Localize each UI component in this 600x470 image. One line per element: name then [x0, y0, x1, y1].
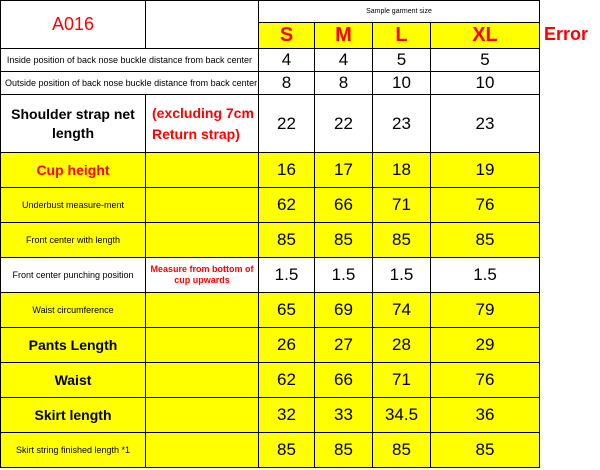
table-row: [1, 72, 540, 95]
row-label: Front center punching position: [1, 258, 146, 293]
value-cell: 71: [373, 363, 431, 398]
value-cell: 1.5: [315, 258, 373, 293]
value-cell: 32: [259, 398, 315, 433]
table-row: [1, 328, 540, 363]
row-note: [146, 188, 259, 223]
value-cell: 10: [373, 72, 431, 95]
row-label: Outside position of back nose buckle distance from back center: [1, 72, 259, 95]
value-cell: 74: [373, 293, 431, 328]
row-note: (excluding 7cm Return strap): [146, 95, 259, 153]
value-cell: 22: [259, 95, 315, 153]
row-note: [146, 223, 259, 258]
value-cell: 69: [315, 293, 373, 328]
value-cell: 22: [315, 95, 373, 153]
value-cell: 85: [431, 433, 540, 468]
value-cell: 4: [259, 49, 315, 72]
header-blank: [146, 1, 259, 49]
table-row: [1, 153, 540, 188]
row-label: Shoulder strap net length: [1, 95, 146, 153]
row-note: [146, 433, 259, 468]
value-cell: 76: [431, 188, 540, 223]
value-cell: 85: [373, 223, 431, 258]
value-cell: 1.5: [431, 258, 540, 293]
row-label: Front center with length: [1, 223, 146, 258]
value-cell: 23: [431, 95, 540, 153]
value-cell: 76: [431, 363, 540, 398]
table-row: [1, 293, 540, 328]
row-note: [146, 398, 259, 433]
row-note: [146, 153, 259, 188]
value-cell: 36: [431, 398, 540, 433]
row-note: Measure from bottom of cup upwards: [146, 258, 259, 293]
style-code: A016: [1, 1, 146, 49]
table-row: [1, 363, 540, 398]
value-cell: 5: [431, 49, 540, 72]
value-cell: 79: [431, 293, 540, 328]
value-cell: 8: [259, 72, 315, 95]
value-cell: 33: [315, 398, 373, 433]
table-row: [1, 398, 540, 433]
value-cell: 85: [259, 223, 315, 258]
value-cell: 65: [259, 293, 315, 328]
value-cell: 1.5: [259, 258, 315, 293]
size-m: M: [315, 23, 373, 49]
value-cell: 18: [373, 153, 431, 188]
row-label: Inside position of back nose buckle distance from back center: [1, 49, 259, 72]
error-column-heading: Error: [544, 24, 589, 44]
value-cell: 29: [431, 328, 540, 363]
value-cell: 62: [259, 188, 315, 223]
value-cell: 28: [373, 328, 431, 363]
row-note: [146, 363, 259, 398]
value-cell: 5: [373, 49, 431, 72]
row-note: [146, 328, 259, 363]
value-cell: 23: [373, 95, 431, 153]
value-cell: 19: [431, 153, 540, 188]
row-note: [146, 293, 259, 328]
value-cell: 66: [315, 363, 373, 398]
value-cell: 26: [259, 328, 315, 363]
row-label: Skirt length: [1, 398, 146, 433]
table-row: [1, 95, 540, 153]
row-label: Underbust measure-ment: [1, 188, 146, 223]
sample-size-heading: Sample garment size: [259, 1, 540, 23]
value-cell: 10: [431, 72, 540, 95]
table-row: [1, 188, 540, 223]
value-cell: 8: [315, 72, 373, 95]
row-label: Skirt string finished length *1: [1, 433, 146, 468]
value-cell: 62: [259, 363, 315, 398]
table-row: [1, 223, 540, 258]
row-label: Waist circumference: [1, 293, 146, 328]
value-cell: 85: [259, 433, 315, 468]
row-label: Pants Length: [1, 328, 146, 363]
value-cell: 71: [373, 188, 431, 223]
size-s: S: [259, 23, 315, 49]
value-cell: 85: [315, 223, 373, 258]
value-cell: 85: [315, 433, 373, 468]
value-cell: 1.5: [373, 258, 431, 293]
value-cell: 27: [315, 328, 373, 363]
value-cell: 17: [315, 153, 373, 188]
row-label: Cup height: [1, 153, 146, 188]
size-l: L: [373, 23, 431, 49]
value-cell: 85: [373, 433, 431, 468]
row-label: Waist: [1, 363, 146, 398]
value-cell: 66: [315, 188, 373, 223]
value-cell: 85: [431, 223, 540, 258]
table-row: [1, 258, 540, 293]
table-row: [1, 433, 540, 468]
value-cell: 16: [259, 153, 315, 188]
value-cell: 34.5: [373, 398, 431, 433]
value-cell: 4: [315, 49, 373, 72]
size-xl: XL: [431, 23, 540, 49]
table-row: [1, 49, 540, 72]
